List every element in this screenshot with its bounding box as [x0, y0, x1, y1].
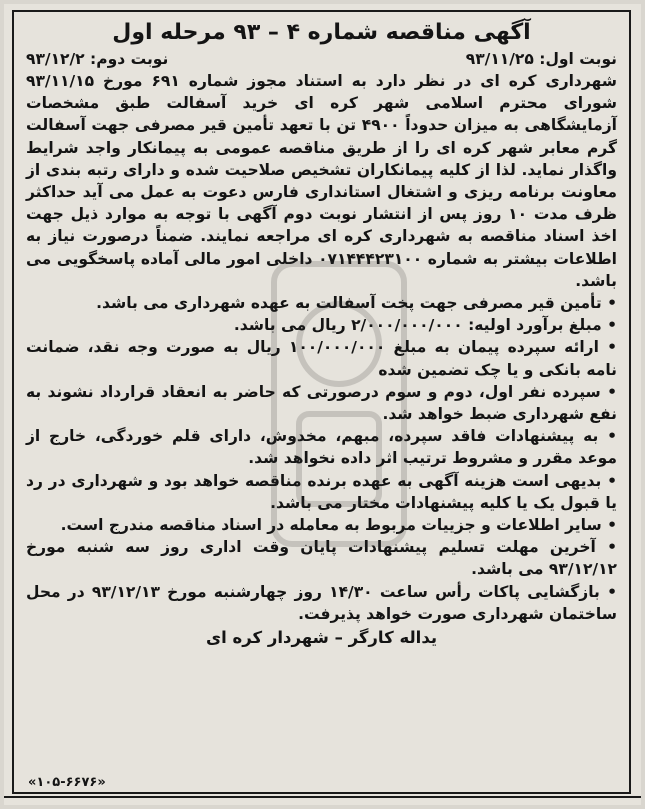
newspaper-clipping — [4, 4, 641, 805]
publication-rounds — [26, 48, 617, 70]
notice-intro: شهرداری کره ای در نظر دارد به استناد مجوز شماره ۶۹۱ مورخ ۹۳/۱۱/۱۵ شورای محترم اسلامی شهر کره ای خرید آسفالت طبق مشخصات آزمایشگاهی به میزان حدوداً ۴۹۰۰ تن با تعهد تأمین قیر مصرفی جهت آسفالت گرم معابر شهر کره ای را از طریق مناقصه عمومی به پیمانکار واجد شرایط واگذار نماید. لذا از کلیه پیمانکاران تشخیص صلاحیت شده و دارای رتبه بندی از معاونت برنامه ریزی و اشتغال استانداری فارس دعوت به عمل می آید حداکثر ظرف مدت ۱۰ روز پس از انتشار نوبت دوم آگهی با توجه به موارد ذیل جهت اخذ اسناد مناقصه به شهرداری کره ای مراجعه نمایند. ضمناً درصورت نیاز به اطلاعات بیشتر به شماره ۰۷۱۴۴۴۲۳۱۰۰ داخلی امور مالی آماده پاسخگویی می باشد. — [26, 72, 618, 290]
list-item: • بدیهی است هزینه آگهی به عهده برنده مناقصه خواهد بود و شهرداری در رد یا قبول یک یا کلیه پیشنهادات مختار می باشد. — [26, 470, 617, 514]
notice-title: آگهی مناقصه شماره ۴ – ۹۳ مرحله اول — [112, 20, 531, 45]
signature: یداله کارگر – شهردار کره ای — [205, 628, 438, 648]
list-item: • ارائه سپرده پیمان به مبلغ ۱۰۰/۰۰۰/۰۰۰ ریال به صورت وجه نقد، ضمانت نامه بانکی و یا چک تضمین شده — [26, 336, 617, 380]
list-item: • آخرین مهلت تسلیم پیشنهادات پایان وقت اداری روز سه شنبه مورخ ۹۳/۱۲/۱۲ می باشد. — [26, 536, 617, 580]
list-item: • مبلغ برآورد اولیه: ۲/۰۰۰/۰۰۰/۰۰۰ ریال می باشد. — [26, 314, 617, 336]
list-item: • سایر اطلاعات و جزییات مربوط به معامله در اسناد مناقصه مندرج است. — [26, 514, 617, 536]
conditions-list — [26, 292, 617, 625]
ad-code: «۱۰۵-۶۶۷۶» — [28, 775, 106, 790]
nobat-second: نوبت دوم: ۹۳/۱۲/۲ — [26, 50, 169, 68]
list-item: • تأمین قیر مصرفی جهت پخت آسفالت به عهده شهرداری می باشد. — [26, 292, 617, 314]
nobat-first: نوبت اول: ۹۳/۱۱/۲۵ — [465, 50, 617, 68]
list-item: • بازگشایی پاکات رأس ساعت ۱۴/۳۰ روز چهارشنبه مورخ ۹۳/۱۲/۱۳ در محل ساختمان شهرداری صورت خواهد پذیرفت. — [26, 581, 617, 625]
notice-frame — [12, 10, 631, 794]
next-clipping-edge — [4, 796, 641, 805]
list-item: • به پیشنهادات فاقد سپرده، مبهم، مخدوش، دارای قلم خوردگی، خارج از موعد مقرر و مشروط ترتیب اثر داده نخواهد شد. — [26, 425, 617, 469]
list-item: • سپرده نفر اول، دوم و سوم درصورتی که حاضر به انعقاد قرارداد نشوند به نفع شهرداری ضبط خواهد شد. — [26, 381, 617, 425]
